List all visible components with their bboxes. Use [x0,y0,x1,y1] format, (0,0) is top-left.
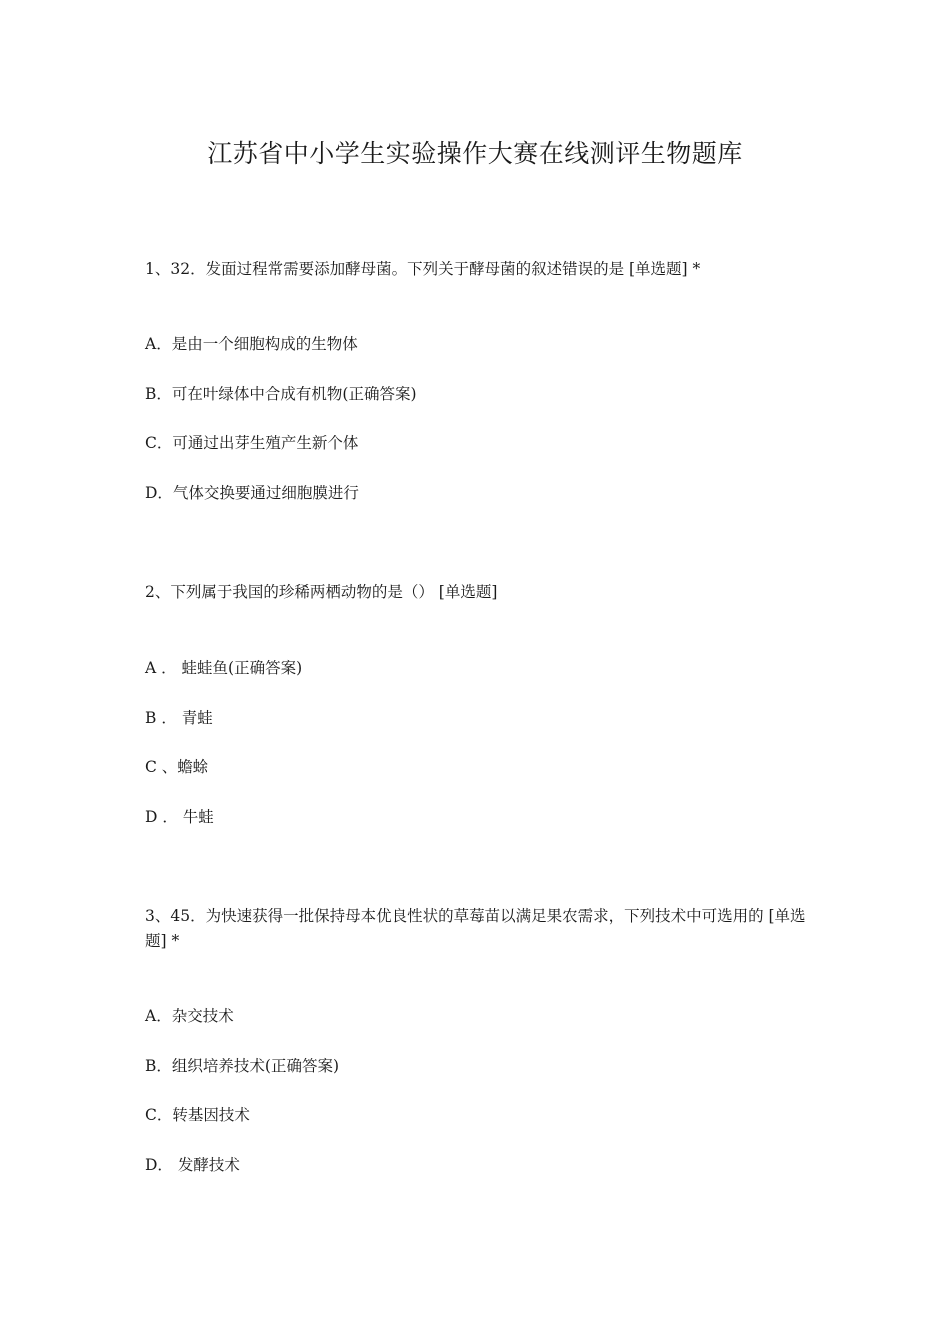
question-2-option-d: D ． 牛蛙 [145,808,214,826]
question-2-option-b: B ． 青蛙 [145,709,213,727]
question-2-stem: 2、下列属于我国的珍稀两栖动物的是（） [单选题] [145,583,498,601]
question-3-option-a: A．杂交技术 [145,1007,234,1025]
question-3-stem: 3、45．为快速获得一批保持母本优良性状的草莓苗以满足果农需求，下列技术中可选用的 [单选题] * [145,907,806,950]
question-1-option-c: C．可通过出芽生殖产生新个体 [145,434,359,452]
document-title: 江苏省中小学生实验操作大赛在线测评生物题库 [207,139,743,168]
question-2-option-a: A ． 蛙蛙鱼(正确答案) [145,659,303,677]
question-1-option-a: A．是由一个细胞构成的生物体 [145,335,358,353]
question-3-option-d: D． 发酵技术 [145,1156,240,1174]
question-2-option-c: C 、蟾蜍 [145,758,209,776]
question-3-option-b: B．组织培养技术(正确答案) [145,1057,339,1075]
question-1-option-b: B．可在叶绿体中合成有机物(正确答案) [145,385,417,403]
question-3-option-c: C．转基因技术 [145,1106,250,1124]
question-1-option-d: D．气体交换要通过细胞膜进行 [145,484,359,502]
question-1-stem: 1、32．发面过程常需要添加酵母菌。下列关于酵母菌的叙述错误的是 [单选题] * [145,260,701,278]
